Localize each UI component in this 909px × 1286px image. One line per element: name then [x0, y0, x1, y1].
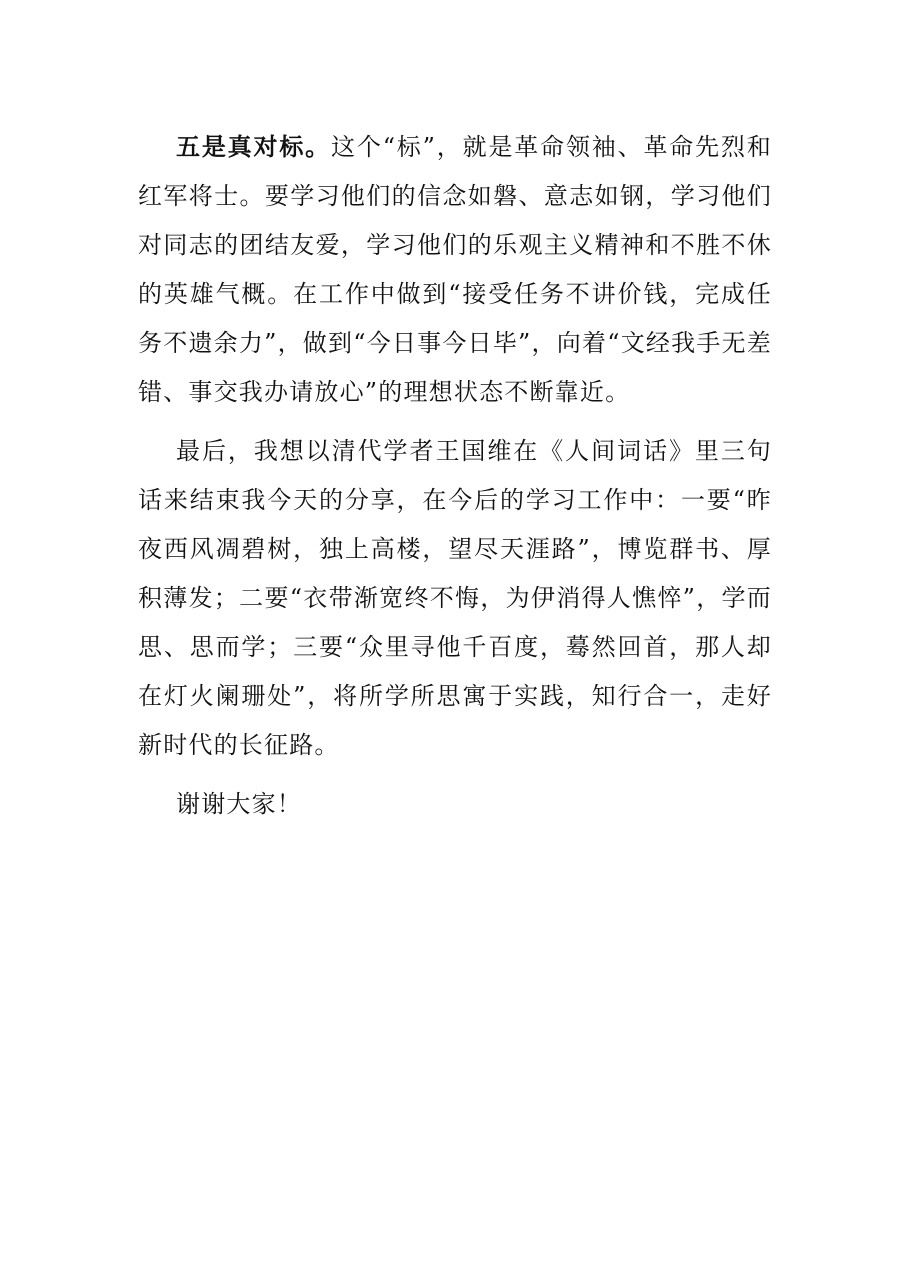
paragraph-text: 谢谢大家！	[176, 790, 302, 818]
document-body	[138, 122, 772, 829]
paragraph-five-benchmark	[138, 122, 772, 417]
paragraph-text: 这个“标”，就是革命领袖、革命先烈和红军将士。要学习他们的信念如磐、意志如钢，学习他们对同志的团结友爱，学习他们的乐观主义精神和不胜不休的英雄气概。在工作中做到“接受任务不讲价钱，完成任务不遗余力”，做到“今日事今日毕”，向着“文经我手无差错、事交我办请放心”的理想状态不断靠近。	[138, 133, 773, 406]
paragraph-thanks	[138, 780, 772, 829]
paragraph-closing-quotes	[138, 427, 772, 770]
paragraph-text: 最后，我想以清代学者王国维在《人间词话》里三句话来结束我今天的分享，在今后的学习工作中：一要“昨夜西风凋碧树，独上高楼，望尽天涯路”，博览群书、厚积薄发；二要“衣带渐宽终不悔，为伊消得人憔悴”，学而思、思而学；三要“众里寻他千百度，蓦然回首，那人却在灯火阑珊处”，将所学所思寓于实践，知行合一，走好新时代的长征路。	[138, 437, 772, 759]
paragraph-lead-heading: 五是真对标。	[176, 132, 332, 161]
